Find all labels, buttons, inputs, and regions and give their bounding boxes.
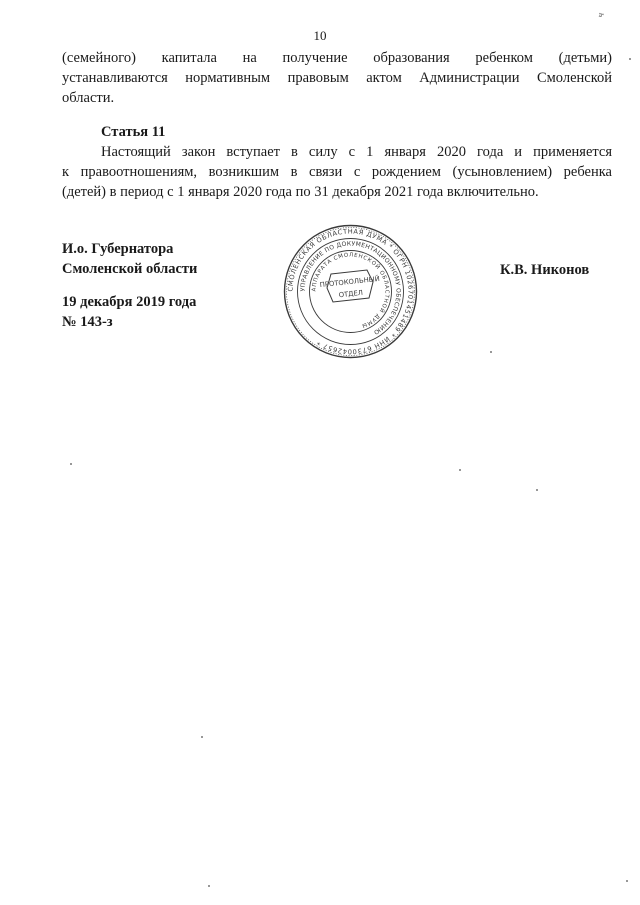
paragraph-line — [62, 68, 612, 88]
law-date-block — [62, 292, 196, 332]
word: нормативным — [185, 70, 271, 86]
seal-graphic — [283, 224, 418, 359]
word: на — [242, 50, 257, 66]
law-number: № 143-з — [62, 314, 113, 330]
word: капитала — [161, 50, 217, 66]
seal-center-line1: ПРОТОКОЛЬНЫЙ — [319, 274, 381, 290]
word: устанавливаются — [62, 70, 168, 86]
word: образования — [373, 50, 450, 66]
scan-speck — [70, 463, 72, 465]
word: (детьми) — [558, 50, 612, 66]
law-date: 19 декабря 2019 года — [62, 294, 197, 310]
word: актом — [366, 70, 402, 86]
paragraph-line: Настоящий закон вступает в силу с 1 января 2020 года и применяется — [101, 144, 612, 160]
signatory-position: И.о. Губернатора — [62, 241, 174, 257]
seal-center-line2: ОТДЕЛ — [338, 288, 364, 300]
seal-middle-text: УПРАВЛЕНИЕ ПО ДОКУМЕНТАЦИОННОМУ ОБЕСПЕЧЕНИЮ — [299, 240, 402, 336]
word: правовым — [287, 70, 349, 86]
scan-speck — [626, 880, 628, 882]
scan-speck — [201, 736, 203, 738]
signatory-region: Смоленской области — [62, 261, 198, 277]
signatory-title — [62, 239, 197, 279]
paragraph-family-capital — [62, 48, 612, 108]
word: ребенком — [475, 50, 533, 66]
article-heading: Статья 11 — [101, 124, 166, 140]
word: (семейного) — [62, 50, 136, 66]
scan-speck — [459, 469, 461, 471]
word: Смоленской — [536, 70, 613, 86]
page-number: 10 — [313, 28, 327, 43]
word: получение — [282, 50, 348, 66]
paragraph-line: (детей) в период с 1 января 2020 года по 31 декабря 2021 года включительно. — [62, 184, 539, 200]
signatory-name: К.В. Никонов — [500, 262, 590, 278]
scan-speck — [208, 885, 210, 887]
corner-mark: ч — [594, 11, 606, 19]
scan-speck — [490, 351, 492, 353]
seal-inner-text: АППАРАТА СМОЛЕНСКОЙ ОБЛАСТНОЙ ДУМЫ — [311, 252, 390, 329]
scan-speck — [536, 489, 538, 491]
word: Администрации — [419, 70, 520, 86]
paragraph-line: к правоотношениям, возникшим в связи с рождением (усыновлением) ребенка — [62, 164, 612, 180]
paragraph-effective-date — [62, 142, 612, 202]
official-seal — [283, 224, 418, 359]
paragraph-line — [62, 48, 612, 68]
paragraph-line: области. — [62, 90, 115, 106]
scan-speck — [629, 58, 631, 60]
seal-outer-text: СМОЛЕНСКАЯ ОБЛАСТНАЯ ДУМА * ОГРН 1026701451489 * ИНН 6730042657 * — [286, 227, 415, 356]
